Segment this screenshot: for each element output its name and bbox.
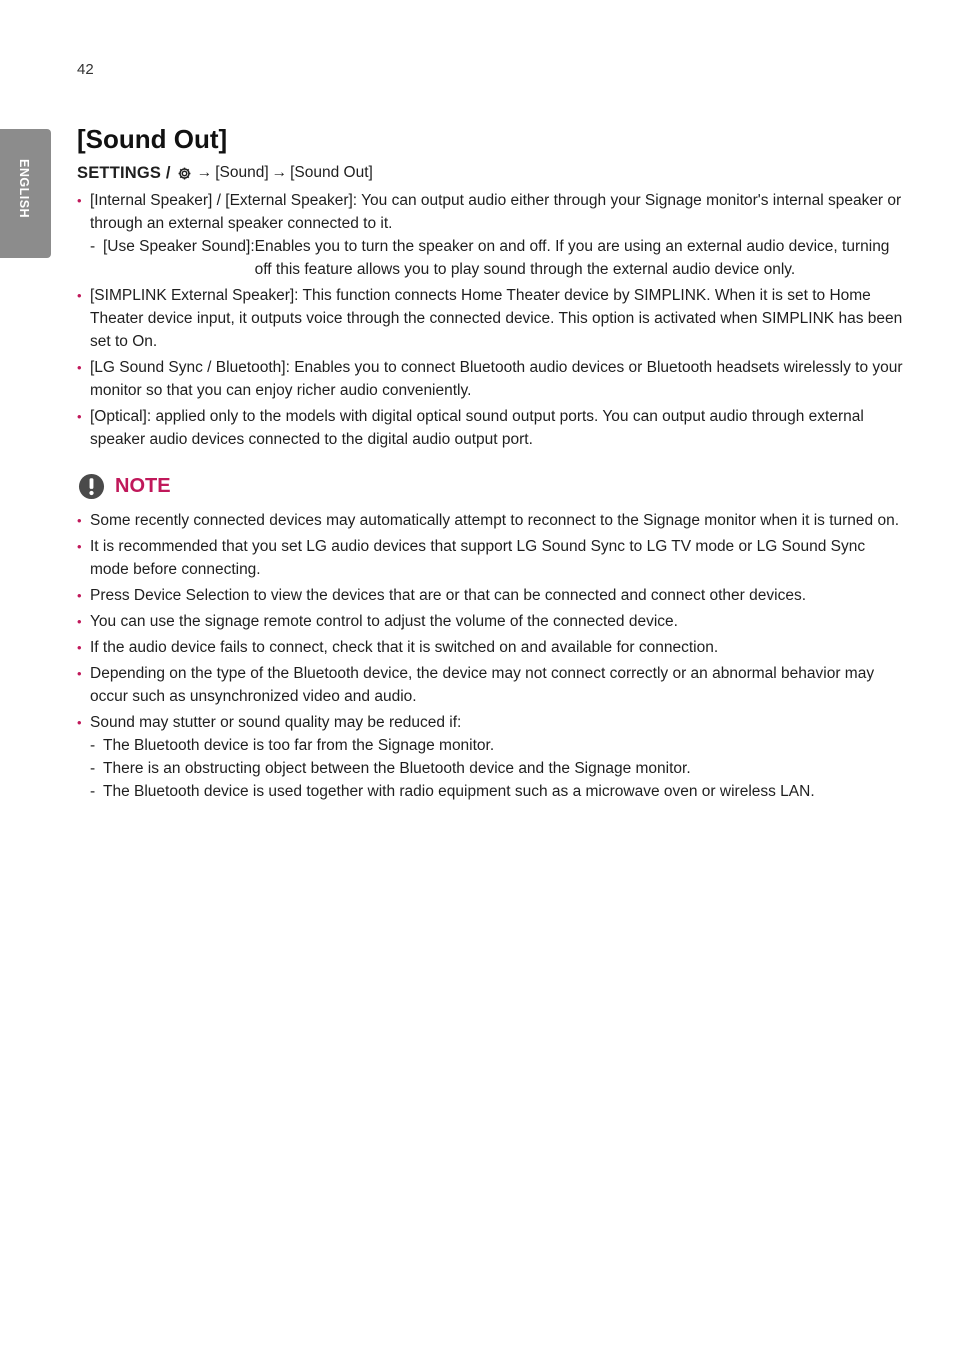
list-item-text: [LG Sound Sync / Bluetooth]: Enables you to connect Bluetooth audio devices or Bluetooth headsets wirelessly to your monitor so that you can enjoy richer audio conveniently. — [90, 359, 903, 399]
settings-label: SETTINGS / — [77, 164, 171, 182]
sub-item-value: Enables you to turn the speaker on and off. If you are using an external audio device, turning off this feature allows you to play sound through the external audio device only. — [254, 238, 890, 278]
bullet: • — [77, 539, 82, 554]
note-item-text: Sound may stutter or sound quality may be reduced if: — [90, 714, 462, 731]
main-content — [77, 120, 905, 806]
bullet: • — [77, 360, 82, 375]
list-item — [77, 356, 905, 402]
list-item — [77, 284, 905, 353]
bullet: • — [77, 588, 82, 603]
bullet: • — [77, 666, 82, 681]
sub-item-key: [Use Speaker Sound]: — [103, 238, 255, 255]
list-item — [77, 189, 905, 281]
note-item — [77, 535, 905, 581]
page-title: [Sound Out] — [77, 124, 228, 154]
page-number: 42 — [77, 61, 94, 78]
note-item — [77, 711, 905, 803]
path-sound: [Sound] — [215, 164, 269, 181]
bullet: • — [77, 640, 82, 655]
dash: - — [90, 760, 96, 777]
note-header — [77, 473, 905, 500]
bullet: • — [77, 715, 82, 730]
bullet: • — [77, 513, 82, 528]
note-item-text: Press Device Selection to view the devices that are or that can be connected and connect other devices. — [90, 587, 806, 604]
bullet: • — [77, 288, 82, 303]
sub-item — [90, 235, 905, 281]
dash: - — [90, 783, 96, 800]
path-arrow: → — [196, 164, 213, 181]
dash: - — [90, 737, 96, 754]
note-sub-item-text: There is an obstructing object between the Bluetooth device and the Signage monitor. — [103, 760, 691, 777]
note-item — [77, 636, 905, 659]
language-tab — [0, 129, 51, 258]
note-sub-item — [90, 734, 905, 757]
list-item-text: [Internal Speaker] / [External Speaker]: You can output audio either through your Signage monitor's internal speaker or through an external speaker connected to it. — [90, 192, 902, 232]
note-item-text: You can use the signage remote control to adjust the volume of the connected device. — [90, 613, 678, 630]
menu-path — [77, 162, 905, 184]
path-arrow: → — [271, 164, 288, 181]
bullet: • — [77, 193, 82, 208]
note-sub-item — [90, 757, 905, 780]
bullet: • — [77, 614, 82, 629]
note-sub-item-text: The Bluetooth device is used together with radio equipment such as a microwave oven or wireless LAN. — [103, 783, 815, 800]
dash: - — [90, 238, 96, 255]
path-sound-out: [Sound Out] — [290, 164, 373, 181]
note-item-text: Some recently connected devices may automatically attempt to reconnect to the Signage monitor when it is turned on. — [90, 512, 900, 529]
list-item-text: [Optical]: applied only to the models with digital optical sound output ports. You can output audio through external speaker audio devices connected to the digital audio output port. — [90, 408, 864, 448]
note-item-text: It is recommended that you set LG audio devices that support LG Sound Sync to LG TV mode or LG Sound Sync mode before connecting. — [90, 538, 866, 578]
note-item — [77, 584, 905, 607]
gear-icon — [177, 166, 192, 181]
option-list — [77, 189, 905, 451]
note-sub-item-text: The Bluetooth device is too far from the Signage monitor. — [103, 737, 495, 754]
note-item-text: Depending on the type of the Bluetooth device, the device may not connect correctly or an abnormal behavior may occur such as unsynchronized video and audio. — [90, 665, 875, 705]
list-item — [77, 405, 905, 451]
note-item — [77, 509, 905, 532]
list-item-text: [SIMPLINK External Speaker]: This function connects Home Theater device by SIMPLINK. When it is set to Home Theater device input, it outputs voice through the connected device. This option is activated when SIMPLINK has been set to On. — [90, 287, 903, 350]
bullet: • — [77, 409, 82, 424]
note-list — [77, 509, 905, 803]
note-item-text: If the audio device fails to connect, check that it is switched on and available for connection. — [90, 639, 719, 656]
note-sub-item — [90, 780, 905, 803]
note-item — [77, 610, 905, 633]
note-item — [77, 662, 905, 708]
note-title: NOTE — [115, 475, 171, 497]
language-tab-label: ENGLISH — [17, 159, 31, 219]
exclamation-icon — [78, 473, 105, 500]
